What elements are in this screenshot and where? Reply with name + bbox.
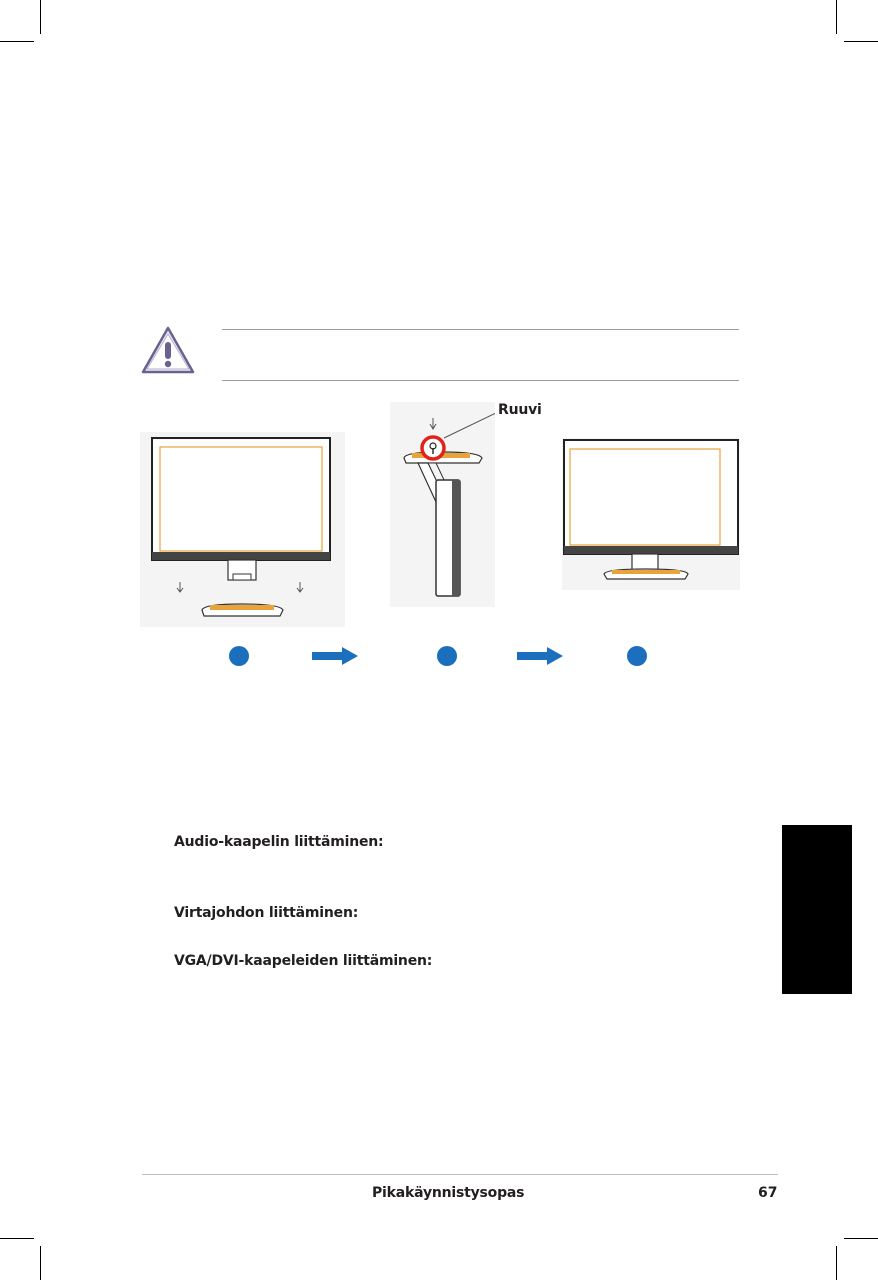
note-rule-bottom [222,380,739,381]
note-rule-top [222,329,739,330]
section-label-vga-dvi: VGA/DVI-kaapeleiden liittäminen: [174,953,433,969]
crop-mark [844,41,878,42]
crop-mark [844,1238,878,1239]
crop-mark [40,1246,41,1280]
page-number: 67 [758,1185,778,1201]
warning-triangle-icon [140,324,196,376]
step-3-marker [627,646,647,666]
monitor-front-base-detached-illustration [140,432,345,627]
crop-mark [40,0,41,34]
right-arrow-icon [517,647,563,665]
chapter-side-tab [782,825,852,994]
section-label-audio: Audio-kaapelin liittäminen: [174,834,384,850]
crop-mark [836,1246,837,1280]
monitor-side-screw-illustration [390,402,495,607]
crop-mark [0,41,34,42]
crop-mark [836,0,837,34]
footer-rule [142,1174,778,1175]
right-arrow-icon [312,647,358,665]
monitor-assembled-illustration [562,438,740,590]
footer-title: Pikakäynnistysopas [372,1185,525,1201]
step-1-marker [229,646,249,666]
section-label-power: Virtajohdon liittäminen: [174,905,359,921]
crop-mark [0,1238,34,1239]
screw-label: Ruuvi [498,402,542,418]
step-2-marker [437,646,457,666]
